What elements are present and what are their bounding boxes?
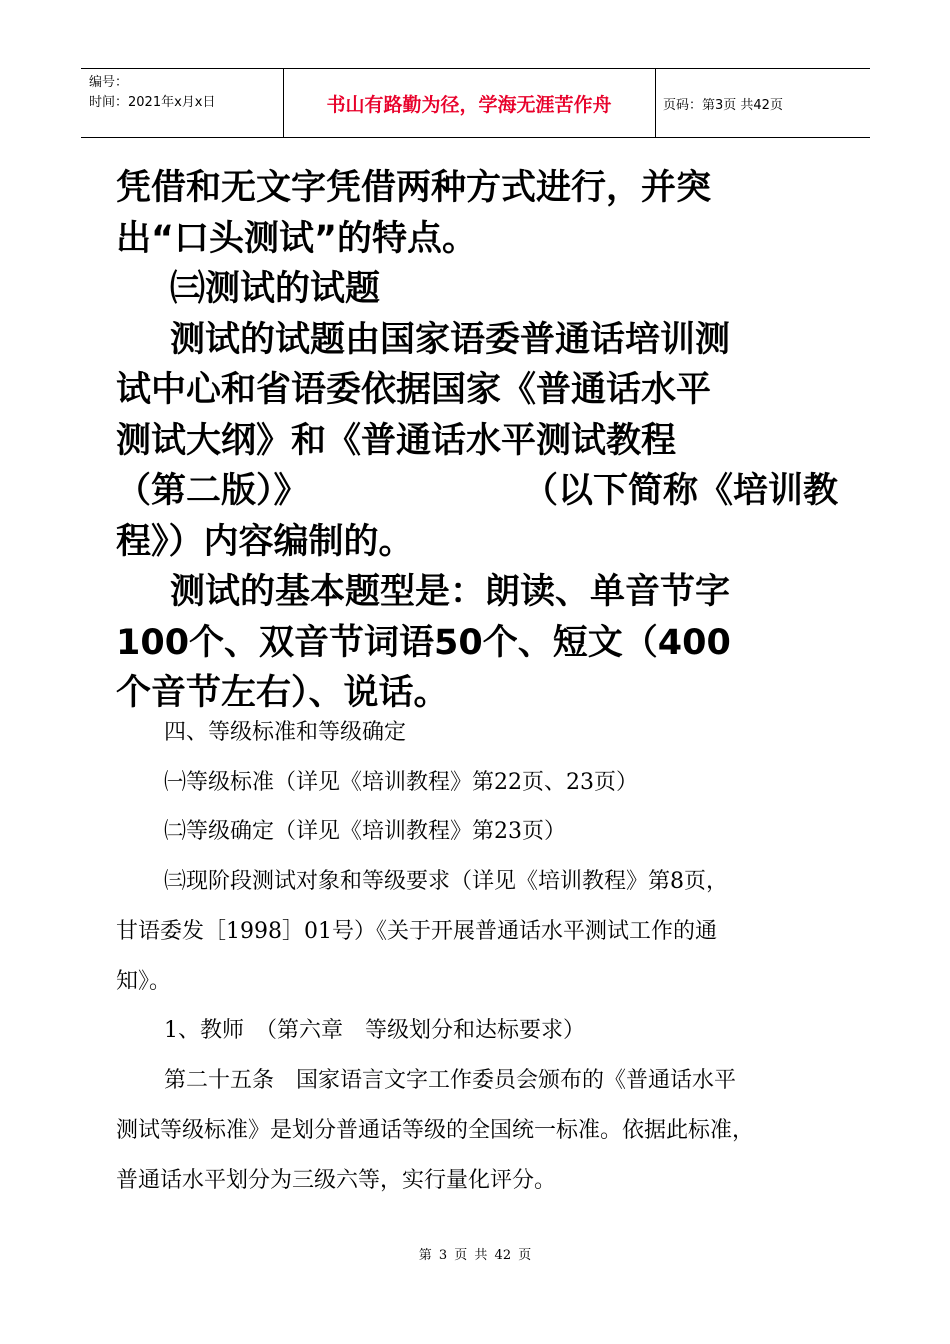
header-motto: 书山有路勤为径，学海无涯苦作舟 (326, 93, 612, 116)
body-line: 个音节左右）、说话。 (116, 673, 449, 713)
body-line: 测试等级标准》是划分普通话等级的全国统一标准。依据此标准， (116, 1118, 755, 1143)
text-fragment: （以下简称《培训教 (522, 471, 838, 511)
body-line: 出“口头测试”的特点。 (116, 219, 478, 259)
page-footer: 第 3 页 共 42 页 (418, 1248, 532, 1263)
body-line: 测试的基本题型是：朗读、单音节字 (170, 572, 731, 612)
body-line: 凭借和无文字凭借两种方式进行，并突 (116, 168, 712, 208)
body-line: ㈠等级标准（详见《培训教程》第22页、23页） (164, 770, 638, 795)
body-line: 知》。 (116, 969, 172, 994)
header-divider (655, 69, 656, 137)
body-line: ㈢现阶段测试对象和等级要求（详见《培训教程》第8页， (164, 869, 728, 894)
body-line: 第二十五条 国家语言文字工作委员会颁布的《普通话水平 (164, 1068, 737, 1093)
text-fragment: （第二版）》 (116, 471, 309, 511)
body-line: 1、教师 （第六章 等级划分和达标要求） (164, 1018, 585, 1043)
page-header (81, 68, 870, 138)
body-line: 测试的试题由国家语委普通话培训测 (170, 320, 731, 360)
body-line: ㈡等级确定（详见《培训教程》第23页） (164, 819, 566, 844)
section-heading: ㈢测试的试题 (170, 269, 381, 309)
document-number-label: 编号： (89, 75, 129, 90)
body-line: 普通话水平划分为三级六等，实行量化评分。 (116, 1168, 557, 1193)
section-heading: 四、等级标准和等级确定 (164, 720, 407, 745)
body-line: 试中心和省语委依据国家《普通话水平 (116, 370, 712, 410)
body-line-justified (116, 466, 838, 517)
header-page-info: 页码：第3页 共42页 (663, 97, 783, 113)
header-meta (89, 73, 215, 113)
document-date: 时间：2021年x月x日 (89, 95, 216, 110)
body-line: 程》）内容编制的。 (116, 522, 414, 562)
body-line: 测试大纲》和《普通话水平测试教程 (116, 421, 677, 461)
body-line: 100个、双音节词语50个、短文（400 (116, 623, 731, 663)
body-line: 甘语委发［1998］01号）《关于开展普通话水平测试工作的通 (116, 919, 717, 944)
